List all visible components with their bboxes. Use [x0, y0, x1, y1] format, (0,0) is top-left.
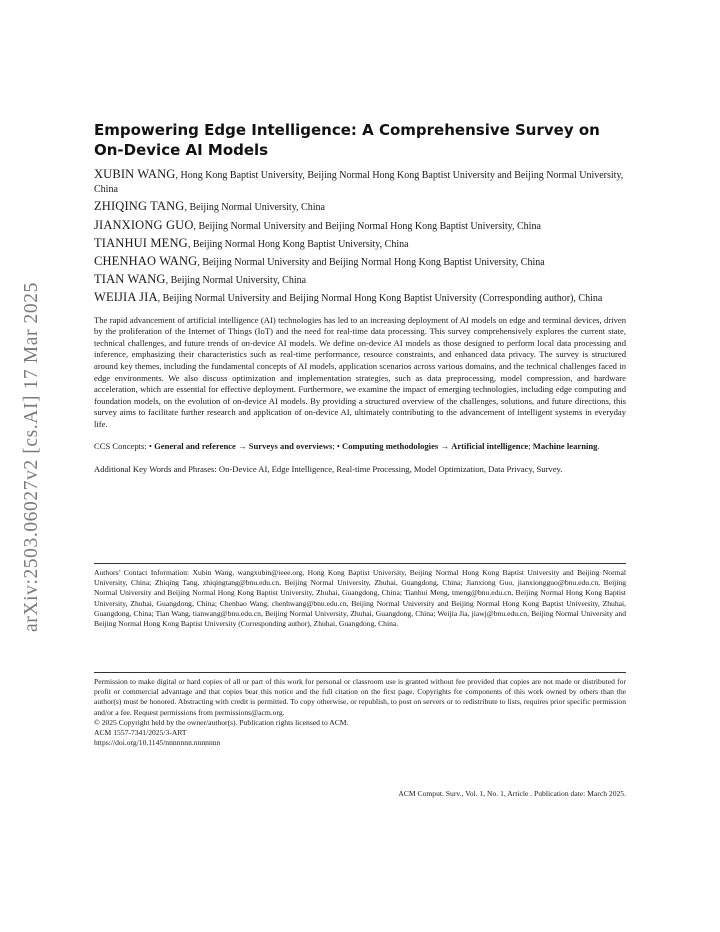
author-entry	[94, 218, 626, 234]
copyright-line: © 2025 Copyright held by the owner/author(s). Publication rights licensed to ACM.	[94, 717, 349, 727]
author-entry	[94, 290, 626, 306]
author-name: ZHIQING TANG	[94, 199, 185, 214]
contact-information: Authors’ Contact Information: Xubin Wang, wangxubin@ieee.org, Hong Kong Baptist University, Beijing Normal Hong Kong Baptist University and Beijing Normal University, China; Zhiqing Tang, zhiqingtang@bnu.edu.cn, Beijing Normal University, Zhuhai, Guangdong, China; Jianxiong Guo, jianxiongguo@bnu.edu.cn, Beijing Normal University and Beijing Normal Hong Kong Baptist University, Zhuhai, Guangdong, China; Tianhui Meng, tmeng@bnu.edu.cn, Beijing Normal Hong Kong Baptist University, Zhuhai, Guangdong, China; Chenhao Wang, chenhwang@bnu.edu.cn, Beijing Normal University and Beijing Normal Hong Kong Baptist University, Zhuhai, Guangdong, China; Tian Wang, tianwang@bnu.edu.cn, Beijing Normal University, Zhuhai, Guangdong, China; Weijia Jia, jiawj@bnu.edu.cn, Beijing Normal University and Beijing Normal Hong Kong Baptist University (Corresponding author), Zhuhai, Guangdong, China.	[94, 568, 626, 629]
ccs-arrow: →	[235, 440, 249, 451]
ccs-term: Computing methodologies	[342, 440, 439, 451]
author-entry	[94, 254, 626, 270]
author-affiliation: , Beijing Normal University and Beijing Normal Hong Kong Baptist University, China	[197, 257, 545, 269]
permission-notice: Permission to make digital or hard copies of all or part of this work for personal or classroom use is granted without fee provided that copies are not made or distributed for profit or commercial advantage and that copies bear this notice and the full citation on the first page. Copyrights for components of this work owned by others than the author(s) must be honored. Abstracting with credit is permitted. To copy otherwise, or republish, to post on servers or to redistribute to lists, requires prior specific permission and/or a fee. Request permissions from permissions@acm.org.	[94, 677, 626, 717]
author-affiliation: , Beijing Normal University, China	[165, 275, 307, 287]
ccs-arrow: →	[438, 440, 452, 451]
author-name: TIAN WANG	[94, 272, 166, 287]
author-name: CHENHAO WANG	[94, 254, 198, 269]
author-affiliation: , Beijing Normal Hong Kong Baptist University, China	[187, 238, 409, 250]
divider	[94, 672, 626, 673]
author-affiliation: , Beijing Normal University and Beijing Normal Hong Kong Baptist University, China	[193, 220, 541, 232]
journal-footer: ACM Comput. Surv., Vol. 1, No. 1, Article . Publication date: March 2025.	[398, 789, 626, 798]
ccs-term: Surveys and overviews	[248, 440, 333, 451]
ccs-term: Machine learning	[532, 440, 598, 451]
ccs-term: Artificial intelligence	[451, 440, 529, 451]
arxiv-side-stamp	[17, 252, 47, 662]
author-list	[94, 167, 626, 307]
author-name: JIANXIONG GUO	[94, 217, 194, 232]
keywords: Additional Key Words and Phrases: On-Device AI, Edge Intelligence, Real-time Processing, Model Optimization, Data Privacy, Survey.	[94, 464, 563, 475]
issn-line: ACM 1557-7341/2025/3-ART	[94, 728, 187, 738]
contact-information-block	[94, 563, 626, 629]
author-entry	[94, 167, 626, 197]
author-entry	[94, 272, 626, 288]
author-affiliation: , Hong Kong Baptist University, Beijing Normal Hong Kong Baptist University and Beijing Normal University, China	[94, 170, 624, 196]
divider	[94, 563, 626, 564]
ccs-separator: ; •	[332, 440, 343, 451]
author-name: XUBIN WANG	[94, 167, 176, 181]
paper-front-matter	[94, 120, 626, 476]
abstract: The rapid advancement of artificial intelligence (AI) technologies has led to an increasing deployment of AI models on edge and terminal devices, driven by the proliferation of the Internet of Things (IoT) and the need for real-time data processing. This survey comprehensively explores the current state, technical challenges, and future trends of on-device AI models. We define on-device AI models as those designed to perform local data processing and inference, emphasizing their characteristics such as real-time performance, resource constraints, and enhanced data privacy. The survey is structured around key themes, including the fundamental concepts of AI models, application scenarios across various domains, and the technical challenges faced in edge environments. We also discuss optimization and implementation strategies, such as data preprocessing, model compression, and hardware acceleration, which are essential for effective deployment. Furthermore, we examine the impact of emerging technologies, including edge computing and foundation models, on the evolution of on-device AI models. By providing a structured overview of the challenges, solutions, and future directions, this survey aims to facilitate further research and application of on-device AI, ultimately contributing to the advancement of intelligent systems in everyday life.	[94, 314, 626, 429]
author-entry	[94, 199, 626, 215]
title-line-2: On-Device AI Models	[94, 141, 269, 159]
permission-block	[94, 672, 626, 748]
author-affiliation: , Beijing Normal University and Beijing Normal Hong Kong Baptist University (Corresponding author), China	[157, 293, 603, 305]
ccs-prefix: CCS Concepts: •	[94, 440, 155, 451]
ccs-end: .	[597, 440, 600, 451]
title-line-1: Empowering Edge Intelligence: A Comprehensive Survey on	[94, 121, 600, 139]
arxiv-identifier: arXiv:2503.06027v2 [cs.AI] 17 Mar 2025	[21, 282, 43, 632]
ccs-concepts	[94, 441, 626, 453]
ccs-term: General and reference	[154, 440, 236, 451]
author-entry	[94, 236, 626, 252]
author-affiliation: , Beijing Normal University, China	[184, 202, 325, 214]
ccs-separator: ;	[528, 440, 533, 451]
paper-title	[94, 120, 626, 160]
author-name: TIANHUI MENG	[94, 235, 188, 250]
doi-link[interactable]: https://doi.org/10.1145/nnnnnnn.nnnnnnn	[94, 738, 221, 748]
author-name: WEIJIA JIA	[94, 290, 158, 305]
